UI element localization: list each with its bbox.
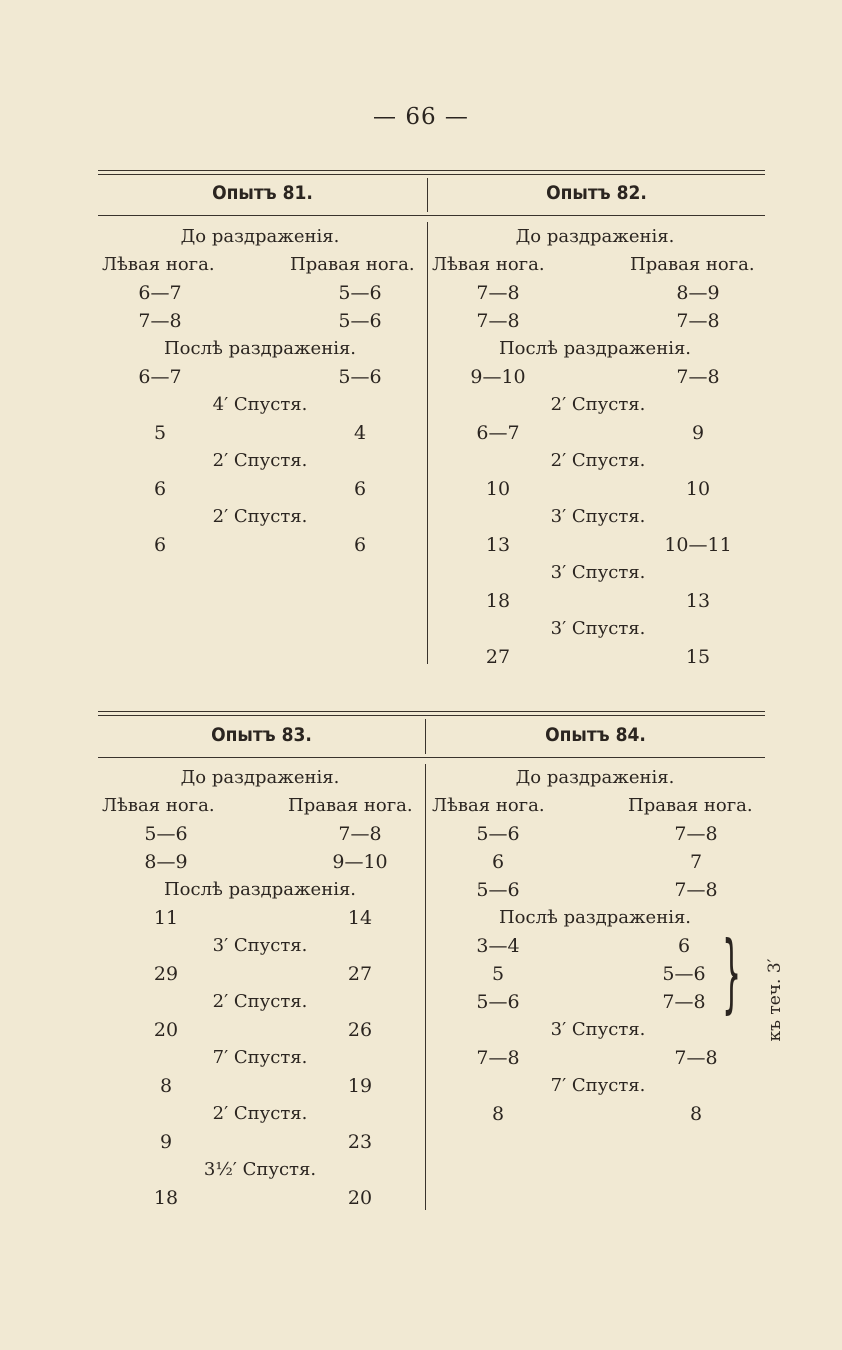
interval-label: 2′ Спустя. bbox=[212, 1103, 308, 1124]
value-right: 20 bbox=[347, 1187, 373, 1209]
value-right: 7—8 bbox=[338, 823, 382, 845]
table-top-rule-double bbox=[98, 715, 765, 716]
interval-label: 2′ Спустя. bbox=[212, 450, 308, 471]
value-left: 18 bbox=[153, 1187, 179, 1209]
value-right: 9 bbox=[691, 422, 705, 444]
value-right: 8—9 bbox=[676, 282, 720, 304]
value-left: 29 bbox=[153, 963, 179, 985]
value-left: 5—6 bbox=[144, 823, 188, 845]
value-right: 10—11 bbox=[664, 534, 732, 556]
value-left: 10 bbox=[485, 478, 511, 500]
table-header-rule bbox=[98, 215, 765, 216]
value-left: 9—10 bbox=[470, 366, 526, 388]
table-header-rule bbox=[98, 757, 765, 758]
column-label-left: Лѣвая нога. bbox=[432, 795, 545, 816]
section-label: Послѣ раздраженія. bbox=[163, 338, 357, 359]
interval-label: 3′ Спустя. bbox=[550, 618, 646, 639]
table-top-rule bbox=[98, 170, 765, 171]
value-right: 7—8 bbox=[674, 823, 718, 845]
value-left: 6 bbox=[153, 534, 167, 556]
value-right: 13 bbox=[685, 590, 711, 612]
value-right: 7—8 bbox=[676, 310, 720, 332]
value-right: 7—8 bbox=[674, 1047, 718, 1069]
value-left: 9 bbox=[159, 1131, 173, 1153]
value-right: 5—6 bbox=[662, 963, 706, 985]
experiment-title: Опытъ 81. bbox=[212, 182, 313, 204]
header-divider bbox=[427, 178, 428, 212]
value-left: 7—8 bbox=[138, 310, 182, 332]
value-right: 7—8 bbox=[662, 991, 706, 1013]
column-label-right: Правая нога. bbox=[630, 254, 755, 275]
value-left: 8 bbox=[491, 1103, 505, 1125]
curly-brace-icon: } bbox=[722, 923, 742, 1023]
value-right: 26 bbox=[347, 1019, 373, 1041]
value-right: 27 bbox=[347, 963, 373, 985]
value-left: 6—7 bbox=[138, 282, 182, 304]
value-right: 7—8 bbox=[674, 879, 718, 901]
value-right: 10 bbox=[685, 478, 711, 500]
value-left: 20 bbox=[153, 1019, 179, 1041]
value-left: 6 bbox=[491, 851, 505, 873]
value-right: 5—6 bbox=[338, 282, 382, 304]
value-left: 13 bbox=[485, 534, 511, 556]
page-number: — 66 — bbox=[373, 104, 469, 130]
value-left: 5 bbox=[153, 422, 167, 444]
interval-label: 2′ Спустя. bbox=[212, 991, 308, 1012]
interval-label: 7′ Спустя. bbox=[212, 1047, 308, 1068]
experiment-title: Опытъ 84. bbox=[545, 724, 646, 746]
column-divider bbox=[425, 764, 426, 1210]
column-label-left: Лѣвая нога. bbox=[432, 254, 545, 275]
value-right: 6 bbox=[353, 478, 367, 500]
column-label-left: Лѣвая нога. bbox=[102, 795, 215, 816]
interval-label: 2′ Спустя. bbox=[212, 506, 308, 527]
interval-label: 3′ Спустя. bbox=[212, 935, 308, 956]
value-right: 23 bbox=[347, 1131, 373, 1153]
side-note: къ теч. 3′ bbox=[765, 958, 785, 1042]
section-label: Послѣ раздраженія. bbox=[498, 338, 692, 359]
value-left: 27 bbox=[485, 646, 511, 668]
value-left: 7—8 bbox=[476, 282, 520, 304]
section-label: До раздраженія. bbox=[515, 767, 675, 788]
value-left: 8—9 bbox=[144, 851, 188, 873]
experiment-title: Опытъ 82. bbox=[546, 182, 647, 204]
interval-label: 4′ Спустя. bbox=[212, 394, 308, 415]
value-left: 5—6 bbox=[476, 879, 520, 901]
value-left: 6 bbox=[153, 478, 167, 500]
section-label: Послѣ раздраженія. bbox=[498, 907, 692, 928]
value-left: 7—8 bbox=[476, 1047, 520, 1069]
section-label: До раздраженія. bbox=[180, 226, 340, 247]
value-left: 7—8 bbox=[476, 310, 520, 332]
value-left: 5—6 bbox=[476, 823, 520, 845]
table-top-rule-double bbox=[98, 174, 765, 175]
interval-label: 2′ Спустя. bbox=[550, 394, 646, 415]
section-label: До раздраженія. bbox=[180, 767, 340, 788]
experiment-title: Опытъ 83. bbox=[211, 724, 312, 746]
interval-label: 3½′ Спустя. bbox=[203, 1159, 317, 1180]
value-right: 15 bbox=[685, 646, 711, 668]
header-divider bbox=[425, 719, 426, 754]
table-top-rule bbox=[98, 711, 765, 712]
value-right: 6 bbox=[677, 935, 691, 957]
value-left: 11 bbox=[153, 907, 179, 929]
value-left: 6—7 bbox=[138, 366, 182, 388]
value-right: 8 bbox=[689, 1103, 703, 1125]
column-divider bbox=[427, 222, 428, 664]
interval-label: 2′ Спустя. bbox=[550, 450, 646, 471]
value-left: 3—4 bbox=[476, 935, 520, 957]
value-right: 6 bbox=[353, 534, 367, 556]
interval-label: 3′ Спустя. bbox=[550, 562, 646, 583]
value-left: 18 bbox=[485, 590, 511, 612]
value-right: 7—8 bbox=[676, 366, 720, 388]
interval-label: 7′ Спустя. bbox=[550, 1075, 646, 1096]
value-left: 5 bbox=[491, 963, 505, 985]
column-label-right: Правая нога. bbox=[628, 795, 753, 816]
value-right: 7 bbox=[689, 851, 703, 873]
interval-label: 3′ Спустя. bbox=[550, 1019, 646, 1040]
section-label: Послѣ раздраженія. bbox=[163, 879, 357, 900]
value-right: 5—6 bbox=[338, 310, 382, 332]
value-left: 6—7 bbox=[476, 422, 520, 444]
column-label-left: Лѣвая нога. bbox=[102, 254, 215, 275]
value-right: 9—10 bbox=[332, 851, 388, 873]
section-label: До раздраженія. bbox=[515, 226, 675, 247]
value-left: 5—6 bbox=[476, 991, 520, 1013]
value-left: 8 bbox=[159, 1075, 173, 1097]
interval-label: 3′ Спустя. bbox=[550, 506, 646, 527]
column-label-right: Правая нога. bbox=[288, 795, 413, 816]
column-label-right: Правая нога. bbox=[290, 254, 415, 275]
value-right: 5—6 bbox=[338, 366, 382, 388]
value-right: 19 bbox=[347, 1075, 373, 1097]
value-right: 14 bbox=[347, 907, 373, 929]
value-right: 4 bbox=[353, 422, 367, 444]
